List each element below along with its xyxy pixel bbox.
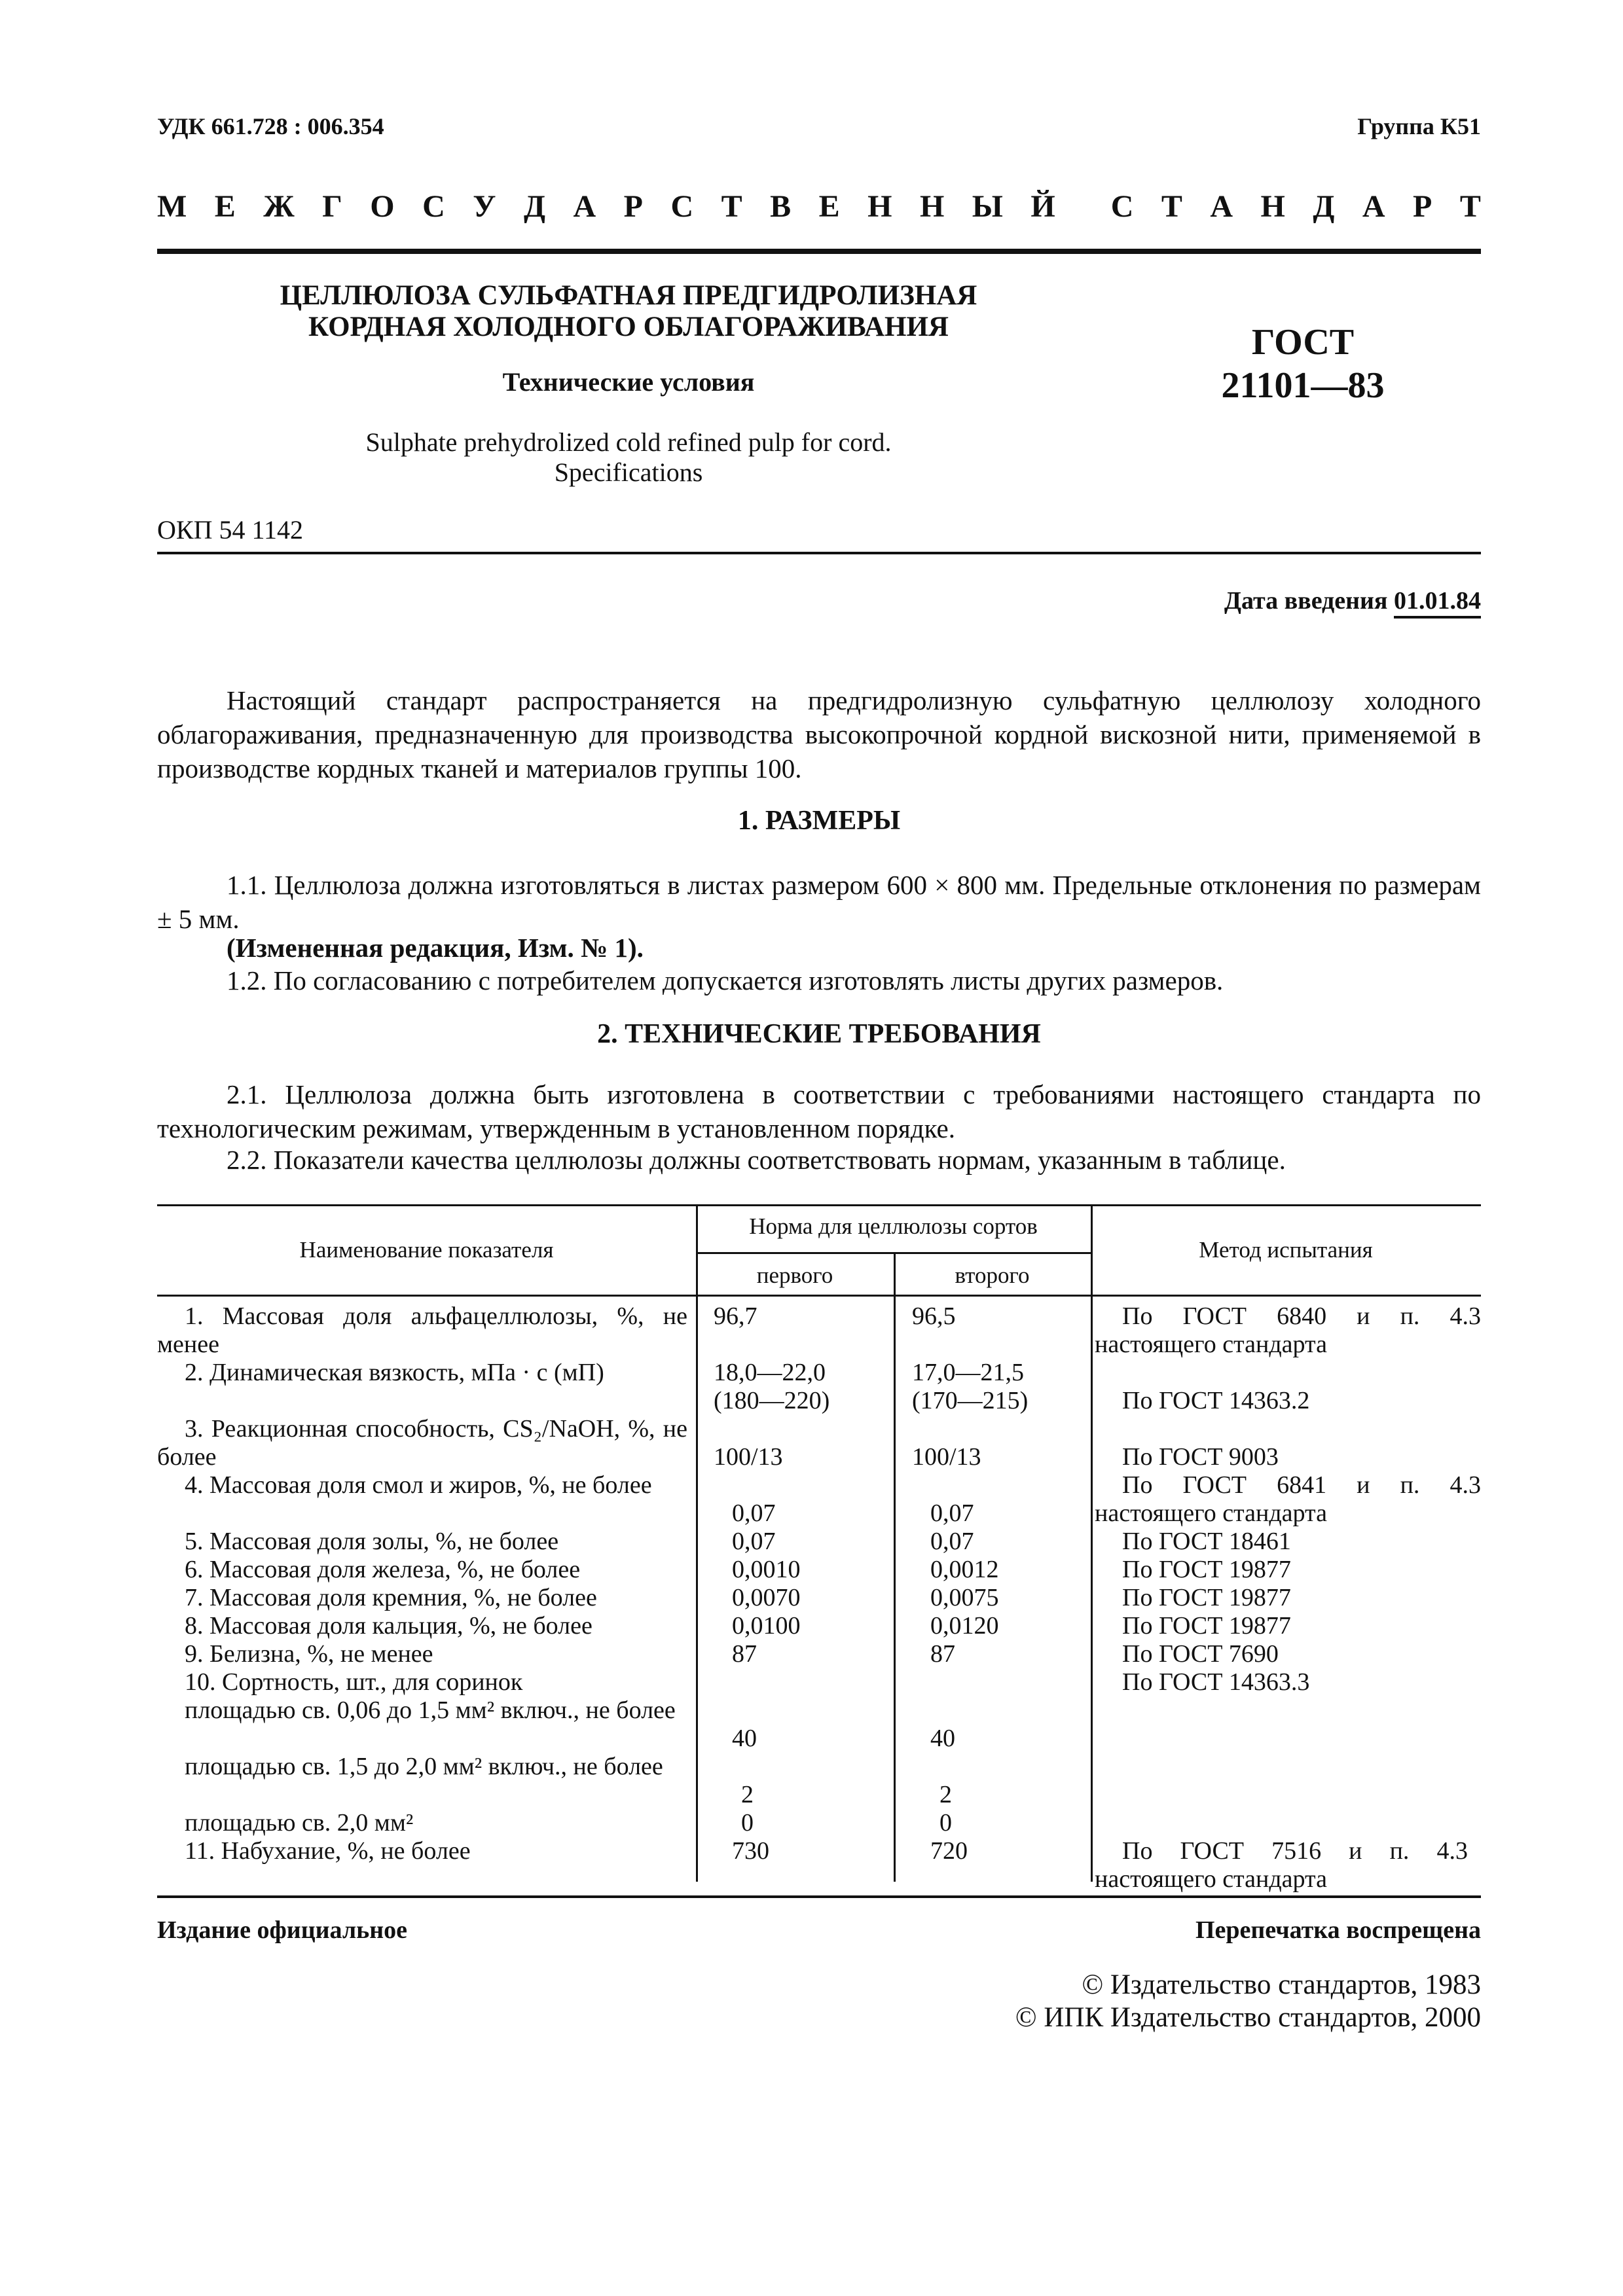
table-row-first: 18,0—22,0 (180—220) (714, 1359, 830, 1414)
table-row-method: По ГОСТ 9003 (1122, 1443, 1279, 1471)
table-row-first: 96,7 (714, 1302, 757, 1330)
intro-paragraph (157, 683, 1481, 785)
table-row-first: 87 (732, 1640, 757, 1668)
table-row-second: 0,0012 (930, 1556, 999, 1583)
heading-letter: С (422, 189, 445, 224)
table-header-second: второго (955, 1263, 1030, 1288)
table-row-name: 5. Массовая доля золы, %, не более (185, 1528, 559, 1555)
table-row-first: 0,0070 (732, 1584, 801, 1611)
reprint-prohibited: Перепечатка воспрещена (1195, 1916, 1481, 1944)
table-col-divider (1091, 1204, 1093, 1882)
amendment-text: (Измененная редакция, Изм. № 1). (227, 933, 644, 963)
official-edition: Издание официальное (157, 1916, 408, 1944)
english-title-line-2: Specifications (554, 457, 703, 487)
section-1-heading: 1. РАЗМЕРЫ (737, 806, 901, 836)
table-row-name: площадью св. 2,0 мм² (185, 1809, 414, 1837)
table-row-name: площадью св. 0,06 до 1,5 мм² включ., не более (185, 1696, 676, 1724)
clause-1-2 (157, 963, 1481, 997)
gost-code: 21101—83 (1221, 365, 1385, 406)
table-row-second: 2 (939, 1781, 952, 1808)
table-row-second: 100/13 (912, 1443, 981, 1471)
okp-code: ОКП 54 1142 (157, 515, 303, 545)
table-row-method: По ГОСТ 18461 (1122, 1528, 1291, 1555)
interstate-standard-heading (157, 188, 1481, 224)
heading-letter: А (573, 189, 596, 224)
heading-letter: Т (1161, 189, 1182, 224)
table-row-second: 0,0120 (930, 1612, 999, 1640)
table-row-second: 17,0—21,5 (170—215) (912, 1359, 1029, 1414)
heading-letter: У (473, 189, 496, 224)
table-top-rule (157, 1204, 1481, 1206)
section-2-heading: 2. ТЕХНИЧЕСКИЕ ТРЕБОВАНИЯ (597, 1019, 1041, 1049)
table-row-second: 720 (930, 1837, 968, 1865)
table-row-first: 0,0010 (732, 1556, 801, 1583)
heading-letter: Т (1459, 189, 1481, 224)
table-col-divider (696, 1204, 698, 1882)
table-row-name: 9. Белизна, %, не менее (185, 1640, 433, 1668)
table-row-name: 6. Массовая доля железа, %, не более (185, 1556, 581, 1583)
table-row-method: По ГОСТ 19877 (1122, 1556, 1291, 1583)
introduction-date (1224, 586, 1481, 615)
table-row-method: По ГОСТ 14363.2 (1122, 1387, 1310, 1414)
table-row-first: 730 (732, 1837, 769, 1865)
table-row-name: 2. Динамическая вязкость, мПа · с (мП) (185, 1359, 604, 1386)
introduction-date-value: 01.01.84 (1394, 587, 1481, 619)
clause-2-2 (157, 1143, 1481, 1177)
table-row-method: По ГОСТ 19877 (1122, 1612, 1291, 1640)
table-header-method: Метод испытания (1199, 1237, 1373, 1263)
gost-number (1178, 321, 1427, 407)
heading-letter: С (670, 189, 694, 224)
table-row-method: По ГОСТ 7690 (1122, 1640, 1279, 1668)
heading-letter: Н (1260, 189, 1285, 224)
clause-1-1 (157, 868, 1481, 936)
table-row-second: 96,5 (912, 1302, 956, 1330)
clause-1-1-text: 1.1. Целлюлоза должна изготовляться в листах размером 600 × 800 мм. Предельные отклонения по размерам ± 5 мм. (157, 870, 1481, 934)
copyright-1983: © Издательство стандартов, 1983 (1082, 1969, 1481, 2000)
table-row-first: 0 (741, 1809, 754, 1837)
amendment-note (157, 931, 1481, 965)
table-row-first: 40 (732, 1725, 757, 1752)
table-row-method: По ГОСТ 7516 и п. 4.3 настоящего стандарта (1095, 1837, 1468, 1893)
gost-label: ГОСТ (1251, 322, 1355, 363)
table-row-method: По ГОСТ 6840 и п. 4.3 настоящего стандарта (1095, 1302, 1481, 1358)
table-row-name: 1. Массовая доля альфацеллюлозы, %, не менее (157, 1302, 687, 1358)
table-row-second: 0,0075 (930, 1584, 999, 1611)
heading-letter: Н (919, 189, 945, 224)
table-header-rule (157, 1295, 1481, 1297)
table-row-name: 11. Набухание, %, не более (185, 1837, 471, 1865)
table-header-name: Наименование показателя (299, 1237, 554, 1263)
heading-letter: Д (1313, 189, 1335, 224)
document-subtitle: Технические условия (502, 367, 755, 397)
heading-letter: Д (523, 189, 546, 224)
heading-letter: А (1210, 189, 1233, 224)
heading-letter: О (370, 189, 395, 224)
table-row-first: 0,0100 (732, 1612, 801, 1640)
table-row-method: По ГОСТ 6841 и п. 4.3 настоящего стандарта (1095, 1471, 1481, 1527)
heading-letter: В (770, 189, 792, 224)
heading-letter: А (1362, 189, 1385, 224)
table-row-second: 0 (939, 1809, 952, 1837)
title-rule (157, 552, 1481, 554)
heading-letter: Т (721, 189, 742, 224)
clause-2-1-text: 2.1. Целлюлоза должна быть изготовлена в соответствии с требованиями настоящего стандарта по технологическим режимам, утвержденным в установленном порядке. (157, 1079, 1481, 1143)
heading-letter: Ы (972, 189, 1003, 224)
header-rule-thick (157, 249, 1481, 254)
heading-letter: Й (1030, 189, 1055, 224)
table-row-second: 87 (930, 1640, 955, 1668)
heading-letter: Р (1413, 189, 1432, 224)
table-row-name: 7. Массовая доля кремния, %, не более (185, 1584, 597, 1611)
heading-letter: Ж (263, 189, 295, 224)
english-title-line-1: Sulphate prehydrolized cold refined pulp for cord. (365, 427, 892, 457)
heading-letter: М (157, 189, 187, 224)
group-code: Группа К51 (1357, 113, 1481, 139)
table-row-name: 4. Массовая доля смол и жиров, %, не более (185, 1471, 652, 1499)
table-row-first: 0,07 (732, 1528, 776, 1555)
clause-2-1 (157, 1077, 1481, 1145)
table-row-second: 0,07 (930, 1499, 974, 1527)
heading-letter: Г (322, 189, 342, 224)
table-header-first: первого (756, 1263, 833, 1288)
copyright-2000: © ИПК Издательство стандартов, 2000 (1015, 2002, 1481, 2033)
heading-letter: Р (623, 189, 643, 224)
document-title-line-1: ЦЕЛЛЮЛОЗА СУЛЬФАТНАЯ ПРЕДГИДРОЛИЗНАЯ (280, 280, 977, 311)
table-col-divider (894, 1252, 896, 1882)
udk-code: УДК 661.728 : 006.354 (157, 113, 384, 139)
table-row-second: 40 (930, 1725, 955, 1752)
english-title (196, 427, 1061, 488)
table-row-name: 8. Массовая доля кальция, %, не более (185, 1612, 593, 1640)
table-row-second: 0,07 (930, 1528, 974, 1555)
heading-letter: Е (214, 189, 236, 224)
document-title-line-2: КОРДНАЯ ХОЛОДНОГО ОБЛАГОРАЖИВАНИЯ (308, 312, 949, 342)
introduction-date-label: Дата введения (1224, 587, 1388, 615)
table-row-method: По ГОСТ 14363.3 (1122, 1668, 1310, 1696)
table-row-first: 0,07 (732, 1499, 776, 1527)
table-row-name: площадью св. 1,5 до 2,0 мм² включ., не более (185, 1753, 663, 1780)
intro-text: Настоящий стандарт распространяется на предгидролизную сульфатную целлюлозу холодного облагораживания, предназначенную для производства высокопрочной кордной вискозной нити, применяемой в производстве кордных тканей и материалов группы 100. (157, 685, 1481, 783)
table-row-name: 3. Реакционная способность, CS₂/NaOH, %, не более (157, 1415, 687, 1471)
heading-letter: Е (818, 189, 840, 224)
table-row-method: По ГОСТ 19877 (1122, 1584, 1291, 1611)
table-row-name: 10. Сортность, шт., для соринок (185, 1668, 523, 1696)
heading-letter: С (1110, 189, 1134, 224)
clause-2-2-text: 2.2. Показатели качества целлюлозы должны соответствовать нормам, указанным в таблице. (227, 1145, 1286, 1175)
heading-letter: Н (867, 189, 892, 224)
table-row-first: 100/13 (714, 1443, 783, 1471)
clause-1-2-text: 1.2. По согласованию с потребителем допускается изготовлять листы других размеров. (227, 965, 1224, 996)
footer-rule (157, 1895, 1481, 1898)
table-header-norm: Норма для целлюлозы сортов (749, 1213, 1038, 1239)
table-row-first: 2 (741, 1781, 754, 1808)
